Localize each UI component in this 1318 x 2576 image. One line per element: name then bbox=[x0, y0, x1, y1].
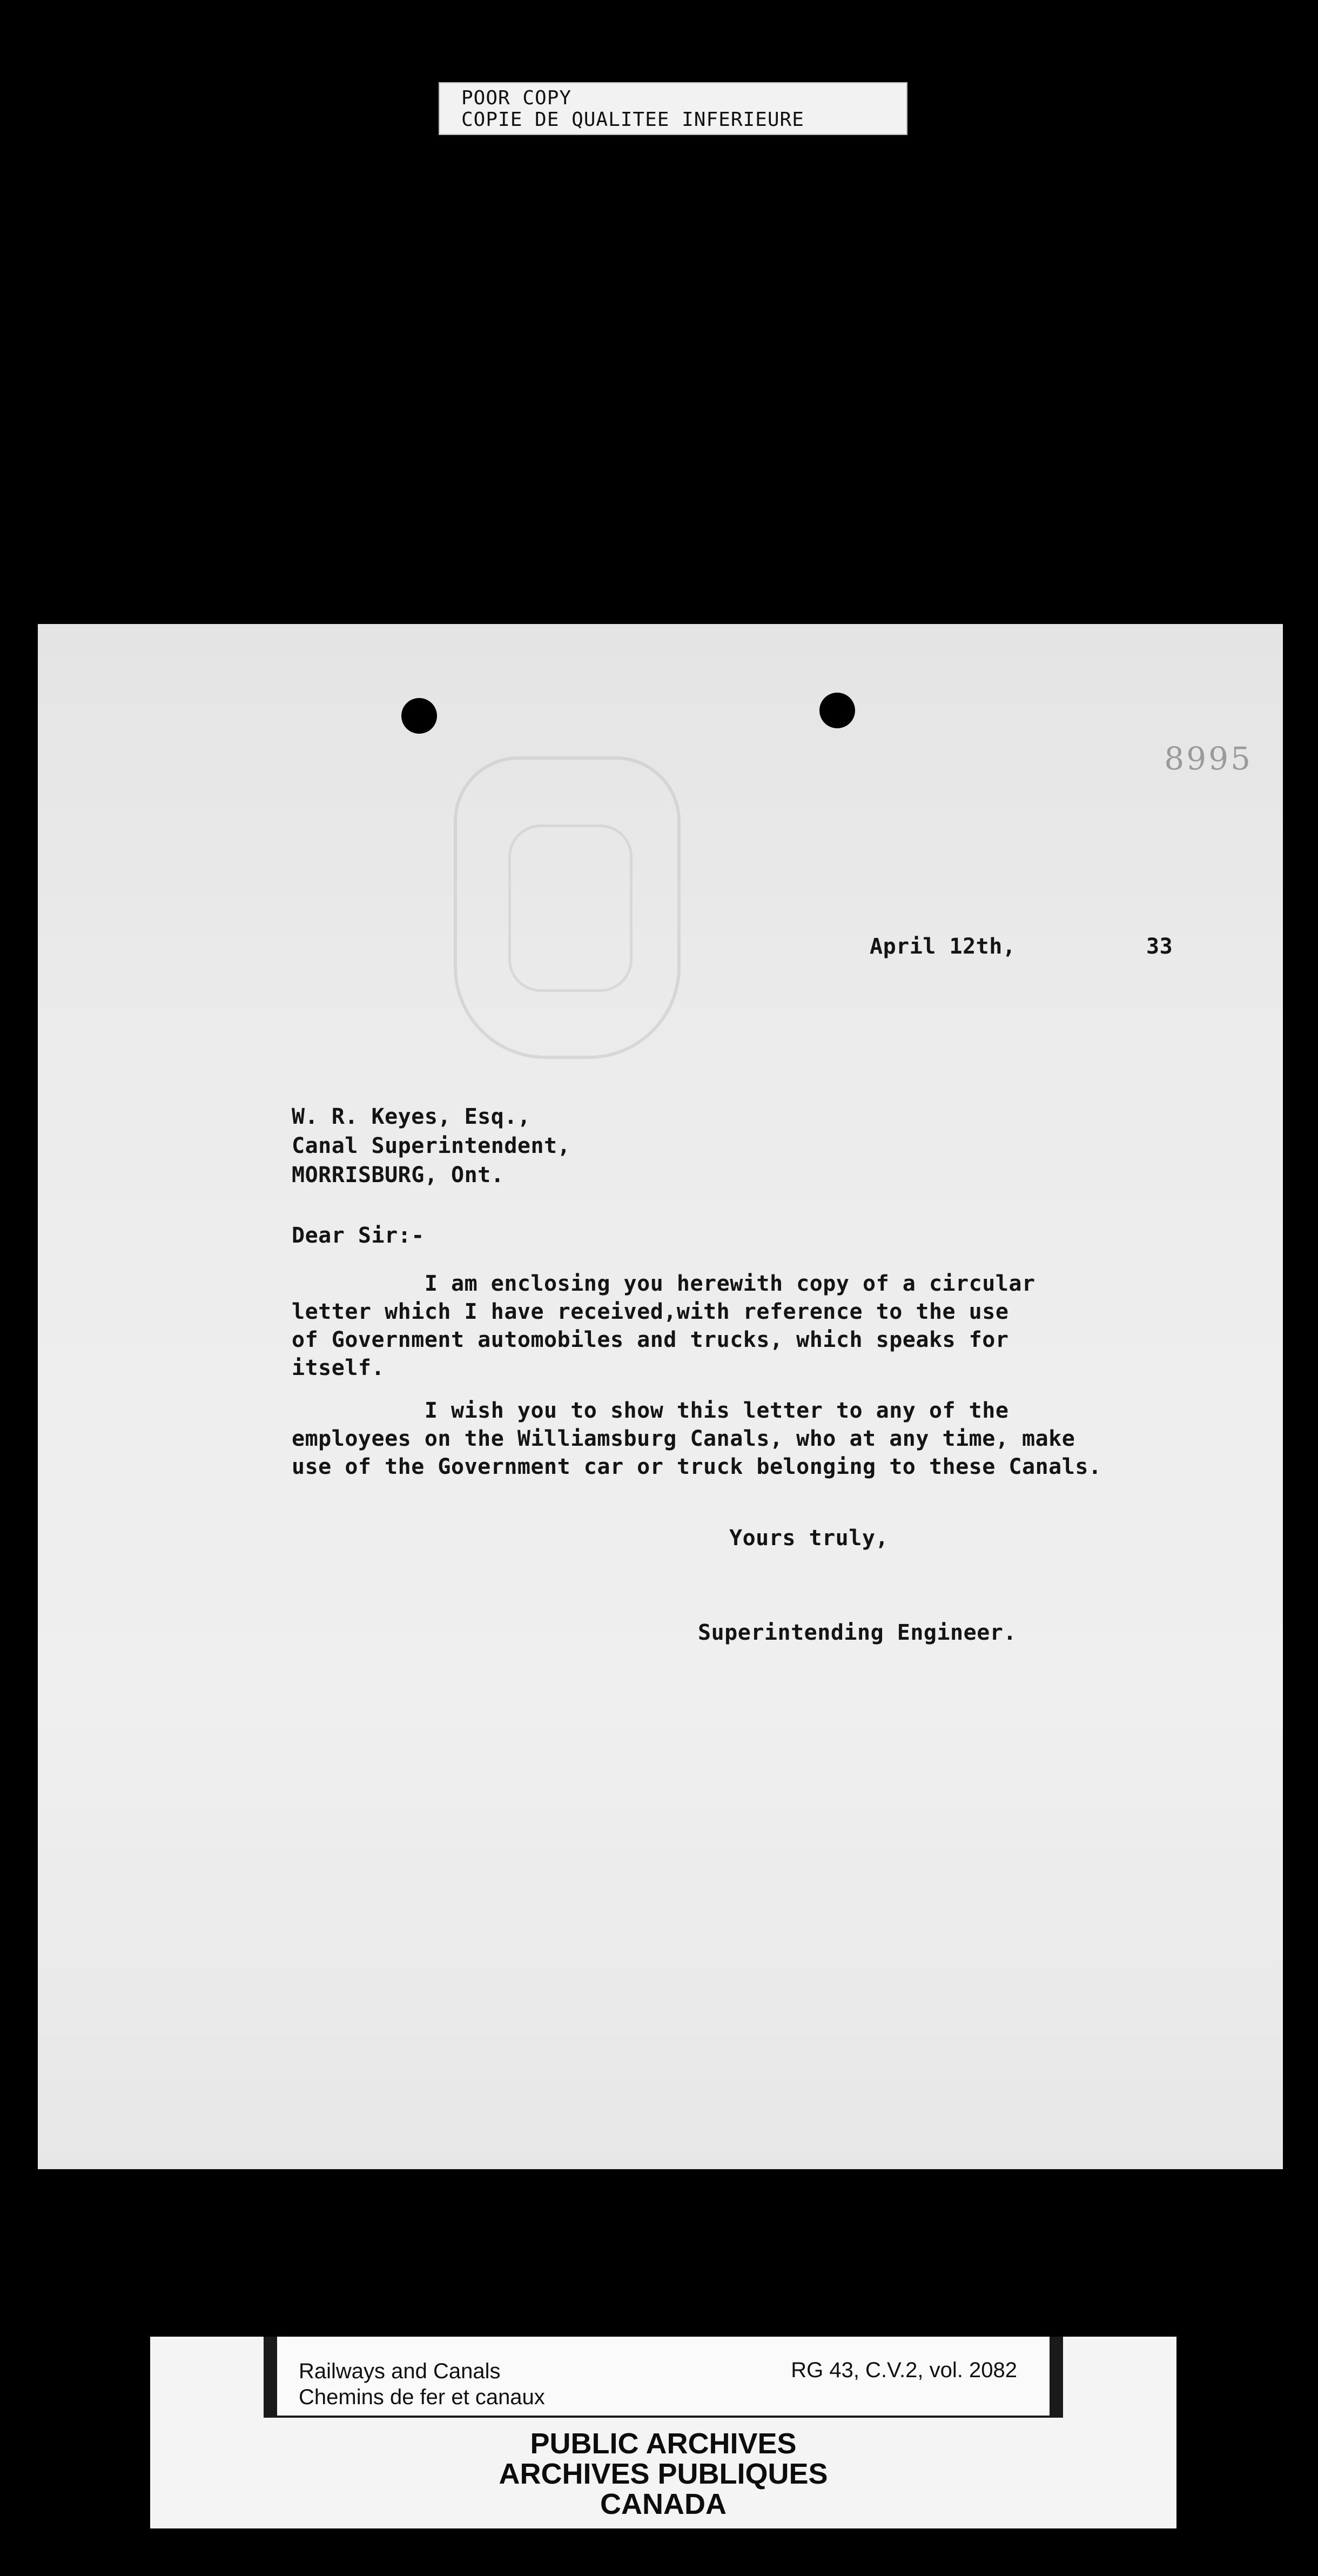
letter-date: April 12th, bbox=[870, 934, 1016, 959]
poor-copy-line-fr: COPIE DE QUALITEE INFERIEURE bbox=[461, 109, 804, 131]
body-line: employees on the Williamsburg Canals, who at any time, make bbox=[292, 1426, 1075, 1451]
archives-name-block bbox=[150, 2429, 1176, 2519]
signature-title: Superintending Engineer. bbox=[698, 1620, 1017, 1645]
reference-strip bbox=[264, 2337, 1063, 2418]
body-line: I wish you to show this letter to any of the bbox=[292, 1398, 1009, 1423]
salutation: Dear Sir:- bbox=[292, 1223, 425, 1248]
body-line: of Government automobiles and trucks, which speaks for bbox=[292, 1327, 1009, 1352]
reference-card bbox=[277, 2337, 1050, 2416]
body-line: I am enclosing you herewith copy of a circular bbox=[292, 1271, 1035, 1296]
archive-reference: RG 43, C.V.2, vol. 2082 bbox=[791, 2358, 1017, 2382]
punch-hole-right bbox=[819, 693, 855, 728]
archive-label bbox=[150, 2337, 1176, 2528]
letter-sheet bbox=[38, 624, 1283, 2169]
recipient-block bbox=[292, 1102, 570, 1190]
recipient-location: MORRISBURG, Ont. bbox=[292, 1163, 505, 1188]
body-paragraph-2 bbox=[292, 1397, 1102, 1481]
archives-name-french: ARCHIVES PUBLIQUES bbox=[499, 2458, 828, 2490]
body-line: use of the Government car or truck belonging to these Canals. bbox=[292, 1454, 1102, 1479]
body-paragraph-1 bbox=[292, 1270, 1035, 1382]
archives-name-english: PUBLIC ARCHIVES bbox=[530, 2427, 797, 2460]
department-french: Chemins de fer et canaux bbox=[299, 2385, 545, 2409]
poor-copy-line-en: POOR COPY bbox=[461, 87, 572, 109]
body-line: itself. bbox=[292, 1356, 385, 1380]
department-block bbox=[299, 2358, 545, 2410]
body-line: letter which I have received,with reference to the use bbox=[292, 1299, 1009, 1324]
recipient-name: W. R. Keyes, Esq., bbox=[292, 1104, 531, 1129]
archives-country: CANADA bbox=[600, 2488, 727, 2520]
poor-copy-stamp bbox=[439, 82, 907, 135]
recipient-title: Canal Superintendent, bbox=[292, 1133, 571, 1158]
letter-year: 33 bbox=[1146, 934, 1173, 959]
crest-watermark bbox=[454, 756, 681, 1059]
page-number-stamp: 8995 bbox=[1164, 740, 1253, 777]
punch-hole-left bbox=[401, 698, 437, 734]
closing: Yours truly, bbox=[729, 1526, 889, 1551]
department-english: Railways and Canals bbox=[299, 2359, 501, 2383]
